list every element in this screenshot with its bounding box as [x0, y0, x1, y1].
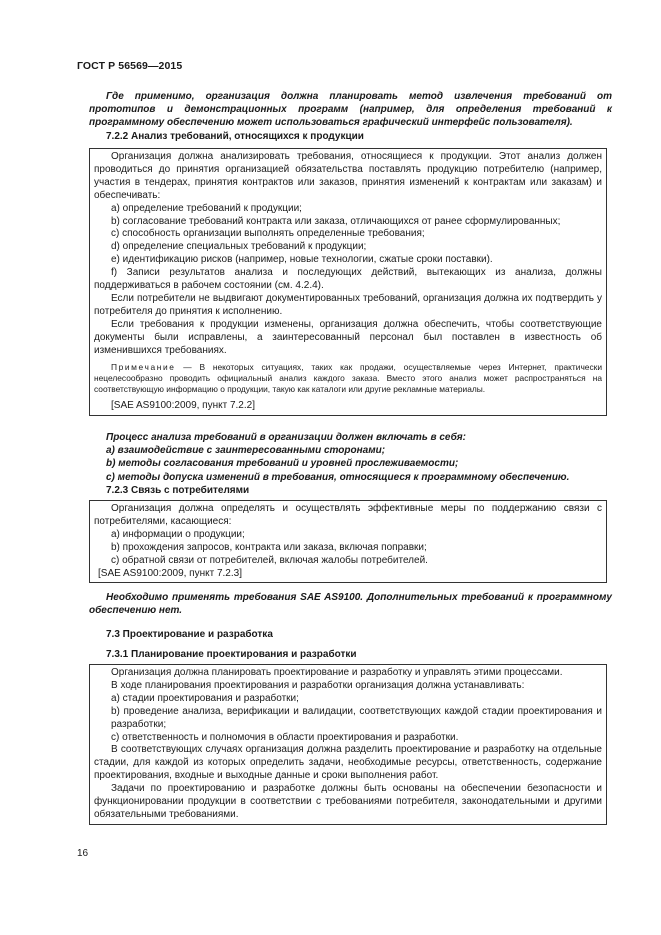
intro-block — [89, 90, 612, 143]
need-block — [89, 591, 612, 617]
process-lead: Процесс анализа требований в организации должен включать в себя: — [106, 432, 467, 443]
need-italic-paragraph: Необходимо применять требования SAE AS9100. Дополнительных требований к программному обеспечению нет. — [89, 592, 612, 617]
box3-paragraph-4: Задачи по проектированию и разработке должны быть основаны на обеспечении безопасности и функционировании продукции в соответствии с требованиями потребителя, законодательными и другими обязательными требованиями. — [94, 783, 602, 820]
box2-reference: [SAE AS9100:2009, пункт 7.2.3] — [98, 567, 242, 579]
list-item: a) информации о продукции; — [111, 528, 245, 540]
list-item: e) идентификацию рисков (например, новые технологии, сжатые сроки поставки). — [111, 254, 493, 266]
box1-paragraph-1: Организация должна анализировать требования, относящиеся к продукции. Этот анализ должен проводиться до принятия организацией обязательства поставлять продукцию потребителю (например, участия в тендерах, принятия контрактов или заказов, принятия изменений к контрактам или заказам) и обеспечивать: — [94, 151, 602, 201]
list-item: d) определение специальных требований к продукции; — [111, 241, 367, 253]
intro-italic-paragraph: Где применимо, организация должна планировать метод извлечения требований от прототипов и демонстрационных программ (например, для определения требований к программному обеспечению может использоваться графический интерфейс пользователя). — [89, 91, 612, 129]
customer-communication-box — [89, 500, 607, 583]
box1-paragraph-2: Если потребители не выдвигают документированных требований, организация должна их подтвердить у потребителя до принятия к исполнению. — [94, 292, 602, 317]
box2-paragraph-1: Организация должна определять и осуществлять эффективные меры по поддержанию связи с потребителями, касающиеся: — [94, 503, 602, 527]
box3-paragraph-2: В ходе планирования проектирования и разработки организация должна устанавливать: — [111, 679, 525, 691]
list-item: a) взаимодействие с заинтересованными сторонами; — [106, 445, 386, 457]
list-item: a) стадии проектирования и разработки; — [111, 692, 299, 704]
section-7-2-2-title: 7.2.2 Анализ требований, относящихся к продукции — [106, 130, 364, 142]
list-item: c) обратной связи от потребителей, включая жалобы потребителей. — [111, 554, 428, 566]
list-item: b) проведение анализа, верификации и валидации, соответствующих каждой стадии проектирования и разработки; — [111, 705, 602, 730]
process-block — [89, 431, 612, 497]
list-item: c) ответственность и полномочия в области проектирования и разработки. — [111, 731, 459, 743]
list-item: a) определение требований к продукции; — [111, 202, 302, 214]
requirements-box — [89, 148, 607, 416]
note-paragraph — [94, 362, 602, 396]
planning-heading-block — [89, 648, 612, 661]
list-item: b) прохождения запросов, контракта или заказа, включая поправки; — [111, 541, 427, 553]
design-planning-box — [89, 664, 607, 825]
note-label: Примечание — [111, 361, 176, 372]
box1-reference: [SAE AS9100:2009, пункт 7.2.2] — [111, 399, 255, 411]
box1-paragraph-3: Если требования к продукции изменены, организация должна обеспечить, чтобы соответствующие документы были исправлены, а заинтересованный персонал был поставлен в известность об изменившихся требованиях. — [94, 318, 602, 356]
section-7-3-1-title: 7.3.1 Планирование проектирования и разработки — [106, 649, 357, 660]
note-text: — В некоторых ситуациях, таких как продажи, осуществляемые через Интернет, практически нецелесообразно проводить официальный анализ каждого заказа. Вместо этого анализ может распространяться на соответствующую информацию о продукции, такую как каталоги или другие рекламные материалы. — [94, 361, 602, 395]
list-item: c) методы допуска изменений в требования, относящиеся к программному обеспечению. — [106, 471, 570, 483]
page-number: 16 — [77, 848, 89, 859]
standard-header: ГОСТ Р 56569—2015 — [77, 60, 183, 72]
section-7-3-title: 7.3 Проектирование и разработка — [106, 629, 273, 640]
list-item: b) согласование требований контракта или заказа, отличающихся от ранее сформулированных; — [111, 215, 561, 227]
list-item: c) способность организации выполнять определенные требования; — [111, 228, 425, 240]
box3-paragraph-3: В соответствующих случаях организация должна разделить проектирование и разработку на отдельные стадии, для каждой из которых определить задачи, необходимые ресурсы, ответственность, содержание проектирования, входные и выходные данные и сроки выполнения работ. — [94, 744, 602, 782]
list-item: f) Записи результатов анализа и последующих действий, вытекающих из анализа, должны поддерживаться в рабочем состоянии (см. 4.2.4). — [94, 267, 602, 292]
design-heading-block — [89, 628, 612, 641]
box3-paragraph-1: Организация должна планировать проектирование и разработку и управлять этими процессами. — [111, 667, 563, 678]
list-item: b) методы согласования требований и уровней прослеживаемости; — [106, 458, 459, 470]
section-7-2-3-title: 7.2.3 Связь с потребителями — [106, 484, 250, 496]
